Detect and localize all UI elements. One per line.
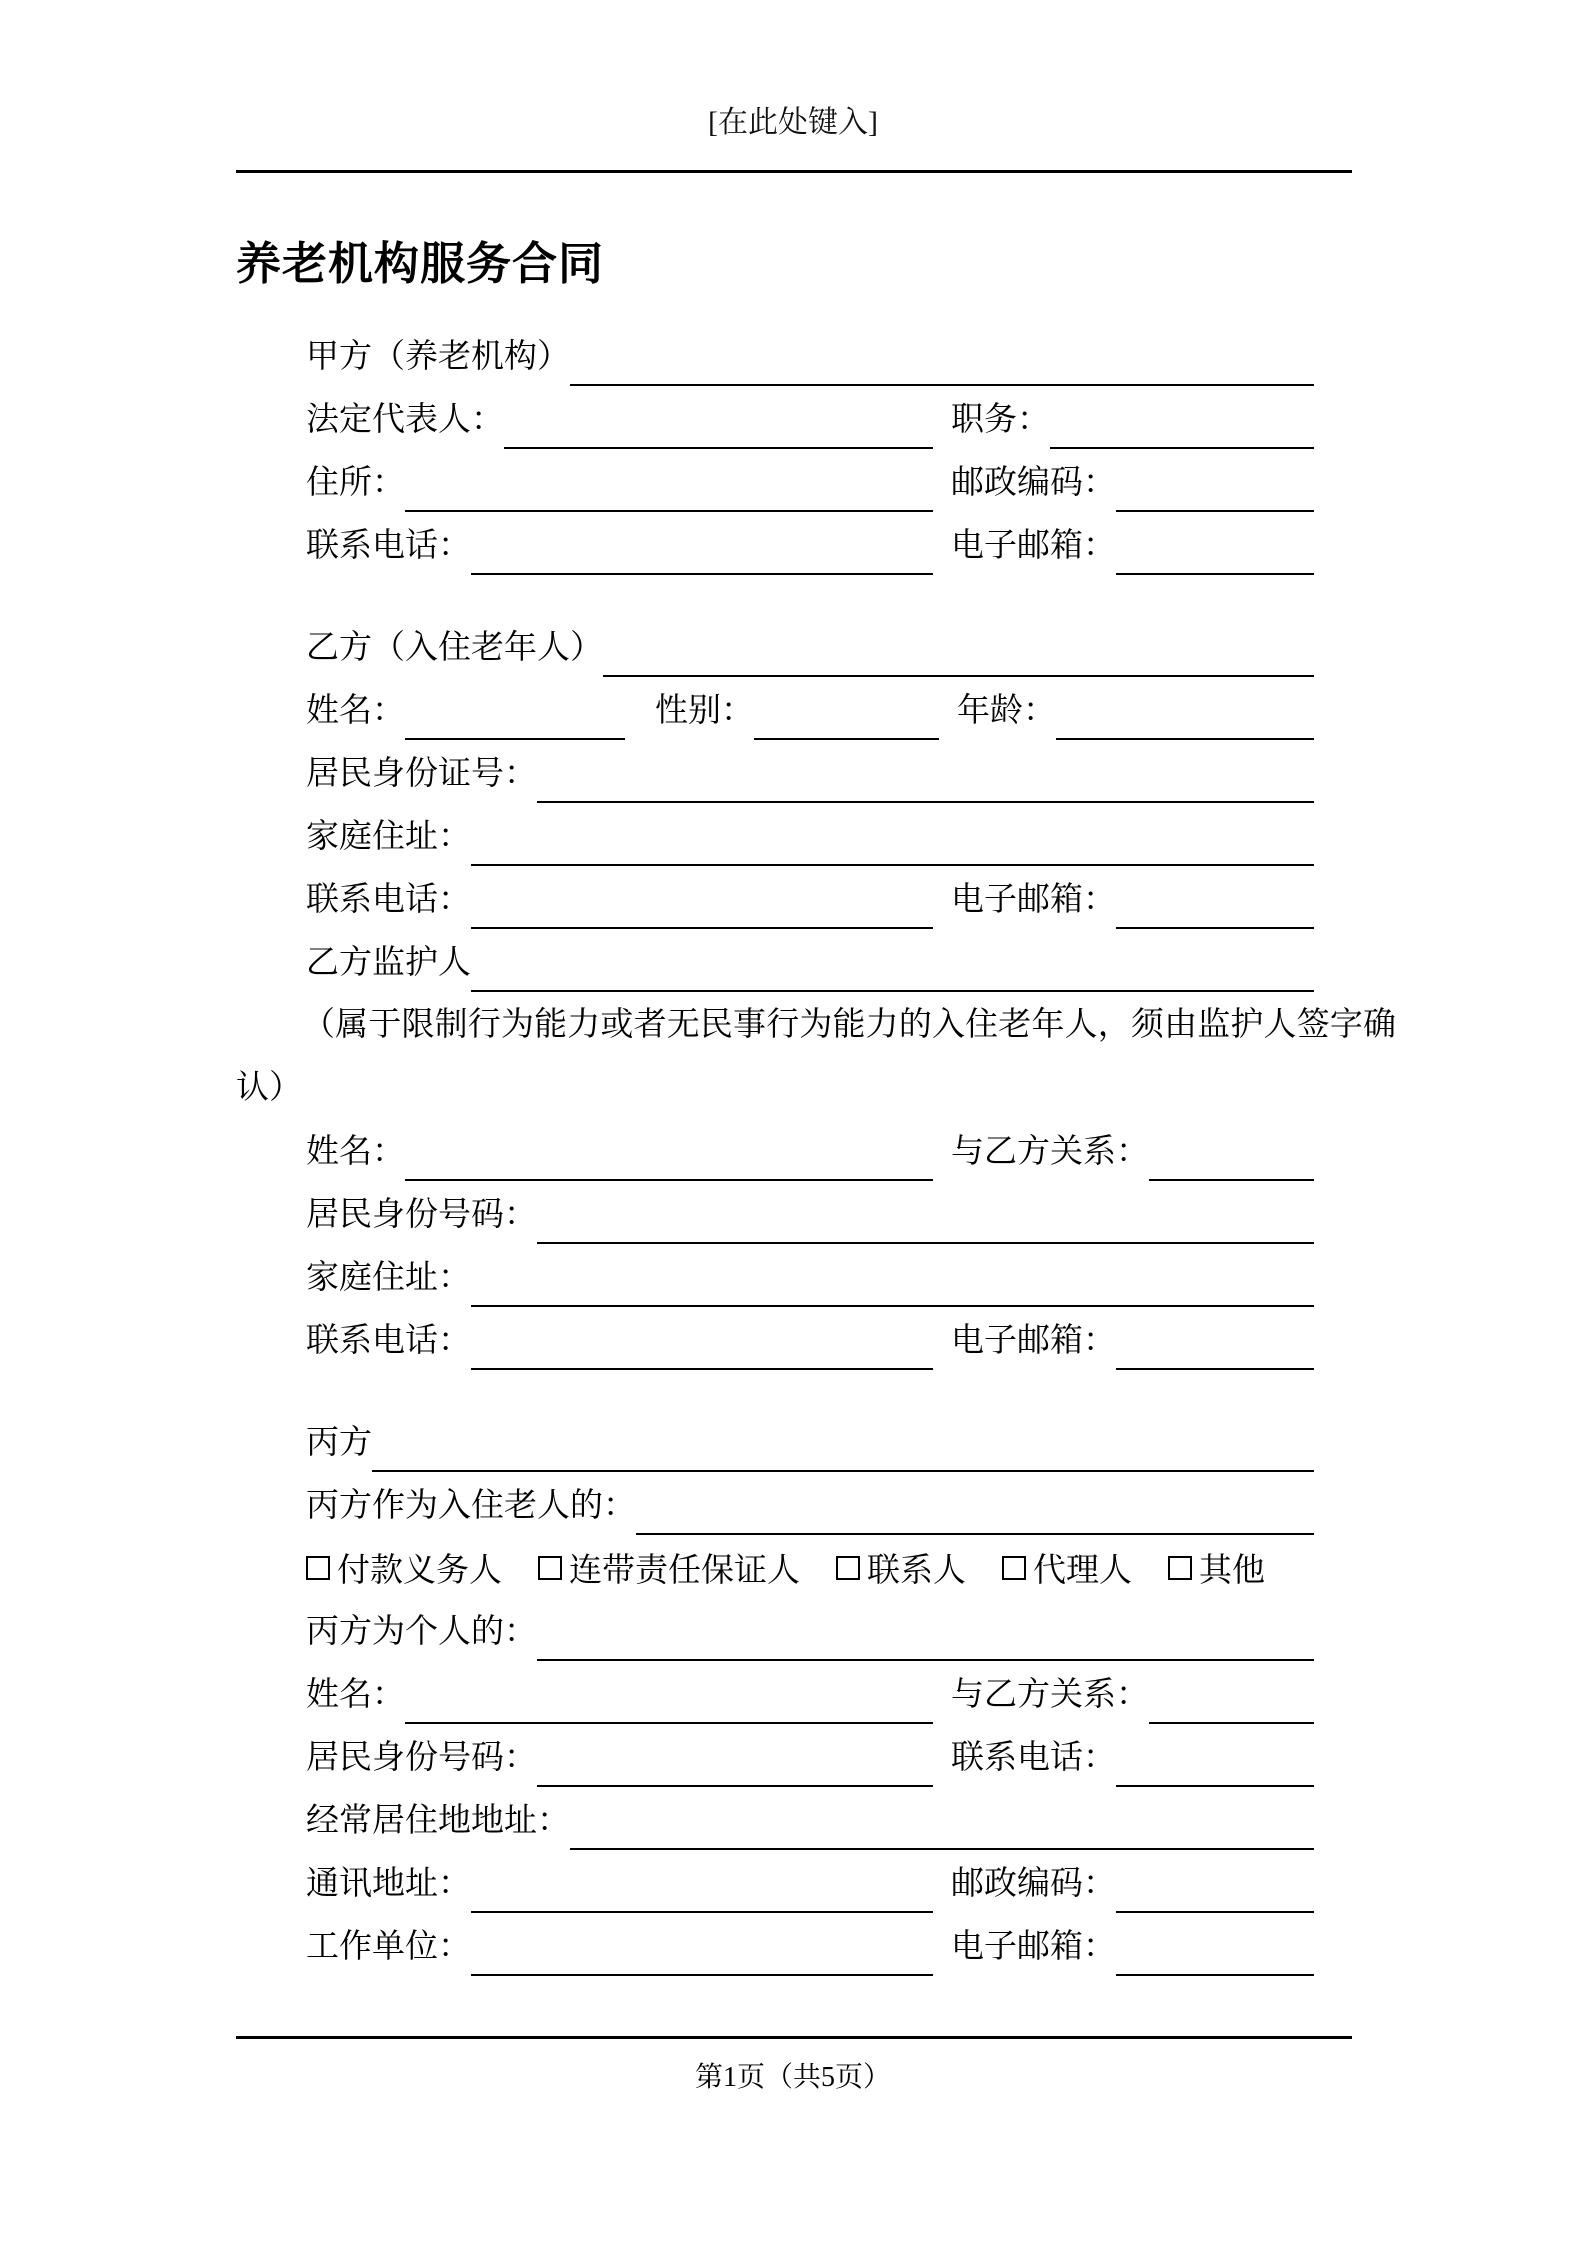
guardian-relation-blank[interactable]	[1149, 1179, 1314, 1181]
party-c-name-blank[interactable]	[372, 1470, 1314, 1472]
party-b-age-label: 年龄：	[957, 691, 1056, 728]
header-type-here-placeholder[interactable]: [在此处键入]	[708, 106, 878, 139]
checkbox-icon[interactable]	[1002, 1556, 1026, 1580]
party-b-id-blank[interactable]	[537, 801, 1314, 803]
guardian-note: （属于限制行为能力或者无民事行为能力的入住老年人，须由监护人签字确认）	[236, 1005, 1396, 1105]
position-label: 职务：	[951, 400, 1050, 437]
position-blank[interactable]	[1050, 447, 1314, 449]
party-a-postal-label: 邮政编码：	[951, 463, 1116, 500]
party-b-gender-label: 性别：	[655, 691, 754, 728]
party-b-age-blank[interactable]	[1056, 738, 1314, 740]
party-a-contact-row	[306, 512, 1314, 575]
party-c-residence-row	[306, 1787, 1314, 1850]
party-c-id-blank[interactable]	[537, 1785, 933, 1787]
checkbox-agent-label: 代理人	[1033, 1551, 1132, 1588]
party-c-mailing-row	[306, 1850, 1314, 1913]
page-title: 养老机构服务合同	[236, 239, 605, 289]
party-b-email-blank[interactable]	[1116, 927, 1314, 929]
checkbox-icon[interactable]	[306, 1556, 330, 1580]
checkbox-other-label: 其他	[1199, 1551, 1265, 1588]
party-c-mail-label: 通讯地址：	[306, 1864, 471, 1901]
page-number: 第1页（共5页）	[694, 2062, 891, 2093]
checkbox-agent[interactable]	[1002, 1544, 1132, 1598]
guardian-email-label: 电子邮箱：	[951, 1321, 1116, 1358]
party-a-phone-label: 联系电话：	[306, 526, 471, 563]
party-b-heading-row	[306, 614, 1314, 677]
party-c-role-checkbox-row	[306, 1535, 1314, 1598]
party-c-work-blank[interactable]	[471, 1974, 933, 1976]
checkbox-contact-person-label: 联系人	[867, 1551, 966, 1588]
guardian-contact-row	[306, 1307, 1314, 1370]
footer-rule	[236, 2036, 1352, 2039]
party-b-fullname-blank[interactable]	[405, 738, 625, 740]
guardian-name-label: 姓名：	[306, 1132, 405, 1169]
party-c-heading-row	[306, 1409, 1314, 1472]
party-c-postal-blank[interactable]	[1116, 1911, 1314, 1913]
checkbox-icon[interactable]	[538, 1556, 562, 1580]
party-b-id-label: 居民身份证号：	[306, 754, 537, 791]
guardian-fullname-blank[interactable]	[405, 1179, 933, 1181]
guardian-home-label: 家庭住址：	[306, 1258, 471, 1295]
checkbox-contact-person[interactable]	[836, 1544, 966, 1598]
guardian-phone-label: 联系电话：	[306, 1321, 471, 1358]
party-b-heading: 乙方（入住老年人）	[306, 628, 603, 665]
party-c-postal-label: 邮政编码：	[951, 1864, 1116, 1901]
party-c-role-label: 丙方作为入住老人的：	[306, 1486, 636, 1523]
party-b-contact-row	[306, 866, 1314, 929]
party-c-id-row	[306, 1724, 1314, 1787]
guardian-heading: 乙方监护人	[306, 943, 471, 980]
party-c-residence-label: 经常居住地地址：	[306, 1801, 570, 1838]
checkbox-icon[interactable]	[836, 1556, 860, 1580]
checkbox-payment-obligor-label: 付款义务人	[337, 1551, 502, 1588]
contract-form	[236, 323, 1586, 1976]
party-b-identity-row	[306, 677, 1314, 740]
party-b-name-label: 姓名：	[306, 691, 405, 728]
guardian-phone-blank[interactable]	[471, 1368, 933, 1370]
party-c-role-row	[306, 1472, 1314, 1535]
guardian-relation-label: 与乙方关系：	[951, 1132, 1149, 1169]
guardian-id-label: 居民身份号码：	[306, 1195, 537, 1232]
guardian-home-row	[306, 1244, 1314, 1307]
party-c-heading: 丙方	[306, 1423, 372, 1460]
party-c-email-blank[interactable]	[1116, 1974, 1314, 1976]
party-b-phone-blank[interactable]	[471, 927, 933, 929]
party-a-heading: 甲方（养老机构）	[306, 337, 570, 374]
party-c-email-label: 电子邮箱：	[951, 1927, 1116, 1964]
checkbox-joint-guarantor-label: 连带责任保证人	[569, 1551, 800, 1588]
party-a-address-row	[306, 449, 1314, 512]
party-c-role-blank[interactable]	[636, 1533, 1314, 1535]
party-c-name-label: 姓名：	[306, 1675, 405, 1712]
party-c-individual-row	[306, 1598, 1314, 1661]
header-rule	[236, 170, 1352, 173]
party-c-phone-label: 联系电话：	[951, 1738, 1116, 1775]
party-a-rep-row	[306, 386, 1314, 449]
party-a-address-label: 住所：	[306, 463, 405, 500]
guardian-id-blank[interactable]	[537, 1242, 1314, 1244]
checkbox-other[interactable]	[1168, 1544, 1265, 1598]
party-b-home-label: 家庭住址：	[306, 817, 471, 854]
legal-rep-label: 法定代表人：	[306, 400, 504, 437]
checkbox-payment-obligor[interactable]	[306, 1544, 502, 1598]
checkbox-joint-guarantor[interactable]	[538, 1544, 800, 1598]
party-a-phone-blank[interactable]	[471, 573, 933, 575]
party-a-email-label: 电子邮箱：	[951, 526, 1116, 563]
party-b-email-label: 电子邮箱：	[951, 880, 1116, 917]
party-a-heading-row	[306, 323, 1314, 386]
guardian-email-blank[interactable]	[1116, 1368, 1314, 1370]
party-c-work-row	[306, 1913, 1314, 1976]
party-b-name-blank[interactable]	[603, 675, 1314, 677]
party-c-relation-label: 与乙方关系：	[951, 1675, 1149, 1712]
party-c-relation-blank[interactable]	[1149, 1722, 1314, 1724]
checkbox-icon[interactable]	[1168, 1556, 1192, 1580]
party-b-gender-blank[interactable]	[754, 738, 939, 740]
party-c-id-label: 居民身份号码：	[306, 1738, 537, 1775]
party-b-home-row	[306, 803, 1314, 866]
party-c-work-label: 工作单位：	[306, 1927, 471, 1964]
guardian-heading-row	[306, 929, 1314, 992]
party-b-id-row	[306, 740, 1314, 803]
party-c-phone-blank[interactable]	[1116, 1785, 1314, 1787]
party-a-email-blank[interactable]	[1116, 573, 1314, 575]
party-c-name-row	[306, 1661, 1314, 1724]
party-c-individual-label: 丙方为个人的：	[306, 1612, 537, 1649]
guardian-name-row	[306, 1118, 1314, 1181]
guardian-id-row	[306, 1181, 1314, 1244]
party-b-phone-label: 联系电话：	[306, 880, 471, 917]
party-a-postal-blank[interactable]	[1116, 510, 1314, 512]
